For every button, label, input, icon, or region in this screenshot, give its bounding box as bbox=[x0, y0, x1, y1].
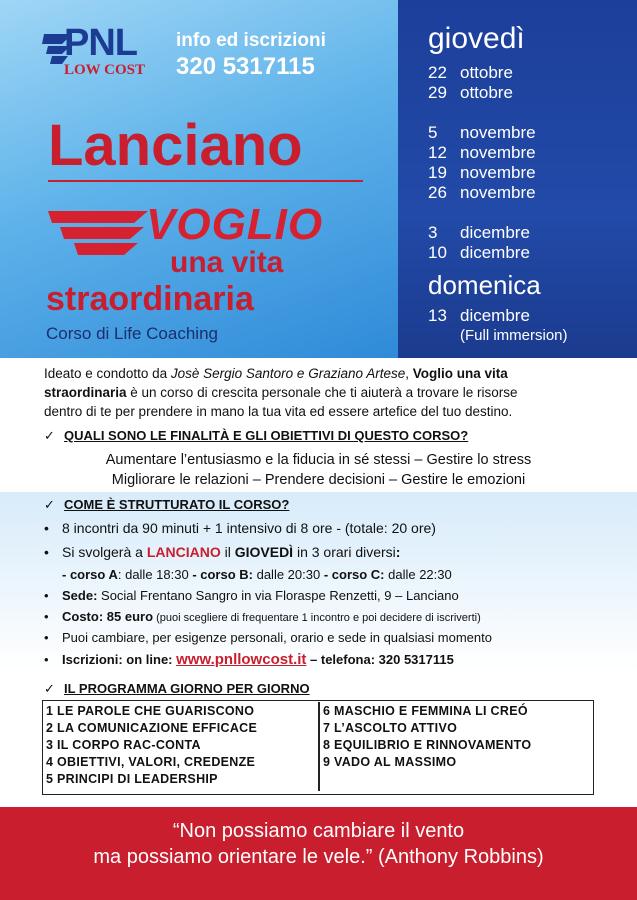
program-column-left bbox=[46, 703, 257, 788]
checkmark-icon: ✓ bbox=[44, 497, 55, 512]
section-title-goals: QUALI SONO LE FINALITÀ E GLI OBIETTIVI DI QUESTO CORSO? bbox=[64, 428, 469, 443]
date-final: 13 dicembre (Full immersion) bbox=[428, 306, 568, 344]
section-band bbox=[0, 492, 637, 672]
title-straordinaria: straordinaria bbox=[46, 280, 254, 318]
divider bbox=[48, 180, 363, 182]
list-item: 4 OBIETTIVI, VALORI, CREDENZE bbox=[46, 755, 256, 769]
list-item: 9 VADO AL MASSIMO bbox=[323, 755, 457, 769]
info-phone: 320 5317115 bbox=[176, 53, 315, 80]
quote-line-2: ma possiamo orientare le vele.” (Anthony Robbins) bbox=[93, 846, 544, 868]
subtitle: Corso di Life Coaching bbox=[46, 324, 218, 343]
intro-paragraph: Ideato e condotto da Josè Sergio Santoro e Graziano Artese, Voglio una vita straordinaria è un corso di crescita personale che ti aiuterà a trovare le risorse dentro di te per prendere in mano la tua vita ed essere artefice del tuo destino. bbox=[44, 366, 518, 419]
list-item: 5 PRINCIPI DI LEADERSHIP bbox=[46, 772, 218, 786]
logo-subtext: LOW COST bbox=[64, 62, 145, 78]
checkmark-icon: ✓ bbox=[44, 428, 55, 443]
list-item: • Puoi cambiare, per esigenze personali, orario e sede in qualsiasi momento bbox=[44, 630, 492, 645]
checkmark-icon: ✓ bbox=[44, 681, 55, 696]
program-column-right bbox=[323, 703, 531, 771]
logo-text: PNL bbox=[64, 22, 137, 64]
city-title: Lanciano bbox=[48, 113, 303, 178]
goals-line-1: Aumentare l’entusiasmo e la fiducia in sé stessi – Gestire lo stress bbox=[105, 452, 532, 468]
list-item: • Si svolgerà a LANCIANO il GIOVEDÌ in 3 orari diversi: bbox=[44, 544, 401, 560]
list-item: • 8 incontri da 90 minuti + 1 intensivo di 8 ore - (totale: 20 ore) bbox=[44, 520, 436, 536]
date-list-dec: 3 dicembre 10 dicembre bbox=[428, 223, 530, 262]
list-item: 7 L’ASCOLTO ATTIVO bbox=[323, 721, 458, 735]
list-item: 2 LA COMUNICAZIONE EFFICACE bbox=[46, 721, 258, 735]
divider bbox=[318, 702, 320, 791]
quote-line-1: “Non possiamo cambiare il vento bbox=[172, 820, 465, 842]
list-item: • Sede: Social Frentano Sangro in via Floraspe Renzetti, 9 – Lanciano bbox=[44, 588, 459, 603]
list-item: 6 MASCHIO E FEMMINA LI CREÓ bbox=[323, 704, 528, 718]
day-domenica: domenica bbox=[428, 270, 541, 300]
info-title: info ed iscrizioni bbox=[176, 30, 326, 51]
title-una-vita: una vita bbox=[170, 246, 284, 279]
list-item: 8 EQUILIBRIO E RINNOVAMENTO bbox=[323, 738, 532, 752]
section-title-program: IL PROGRAMMA GIORNO PER GIORNO bbox=[64, 681, 310, 696]
date-list-oct: 22 ottobre 29 ottobre bbox=[428, 63, 513, 102]
website-link[interactable]: www.pnllowcost.it bbox=[176, 651, 307, 668]
title-voglio: VOGLIO bbox=[146, 200, 324, 249]
list-item: 3 IL CORPO RAC-CONTA bbox=[46, 738, 201, 752]
list-item: • Costo: 85 euro (puoi scegliere di frequentare 1 incontro e poi decidere di iscriverti) bbox=[44, 609, 481, 624]
goals-line-2: Migliorare le relazioni – Prendere decisioni – Gestire le emozioni bbox=[111, 472, 526, 488]
course-times: - corso A: dalle 18:30 - corso B: dalle 20:30 - corso C: dalle 22:30 bbox=[62, 567, 452, 582]
date-list-nov: 5 novembre 12 novembre 19 novembre 26 novembre bbox=[428, 123, 536, 202]
list-item: 1 LE PAROLE CHE GUARISCONO bbox=[46, 704, 255, 718]
list-item: • Iscrizioni: on line: www.pnllowcost.it – telefona: 320 5317115 bbox=[44, 651, 454, 668]
day-giovedi: giovedì bbox=[428, 22, 525, 55]
section-title-structure: COME È STRUTTURATO IL CORSO? bbox=[64, 497, 290, 512]
